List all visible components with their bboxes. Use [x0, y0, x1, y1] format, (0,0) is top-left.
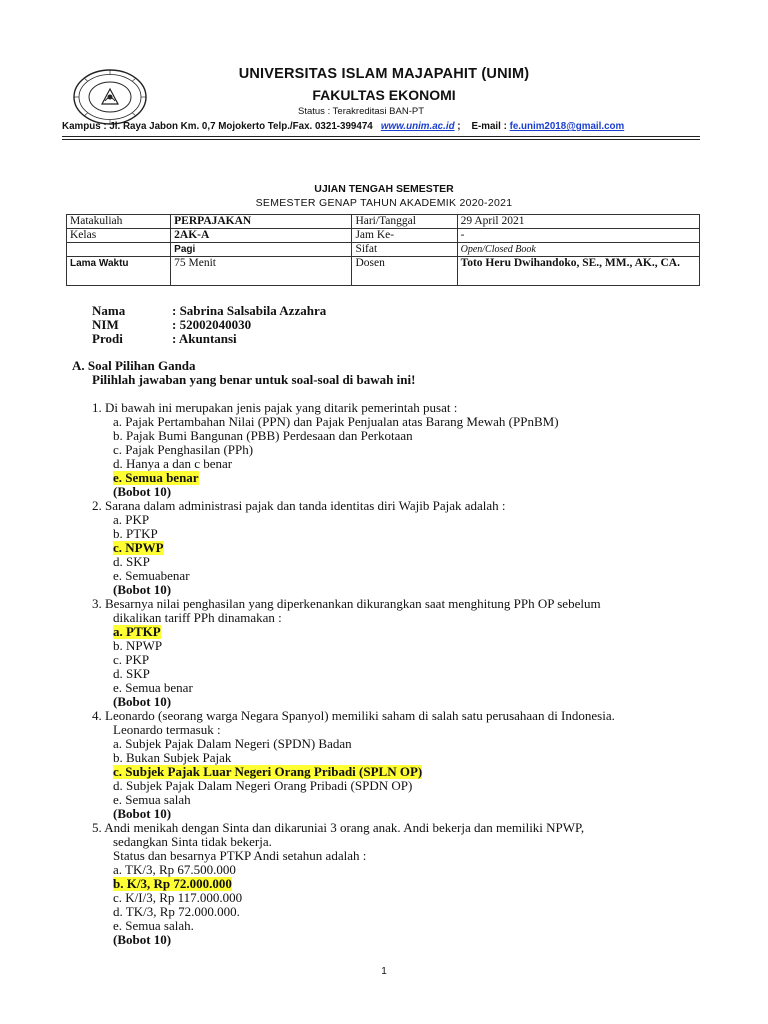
q2-option-a: a. PKP: [113, 512, 150, 527]
nim-value: : 52002040030: [172, 317, 252, 332]
q2-option-b: b. PTKP: [113, 526, 158, 541]
table-cell: [67, 243, 171, 257]
table-cell: Dosen: [352, 257, 457, 286]
exam-title: UJIAN TENGAH SEMESTER: [314, 183, 454, 195]
table-row: [67, 229, 700, 243]
q1-option-b: b. Pajak Bumi Bangunan (PBB) Perdesaan dan Perkotaan: [113, 428, 413, 443]
q5-option-a: a. TK/3, Rp 67.500.000: [113, 862, 236, 877]
table-row: [67, 257, 700, 286]
prodi-value: : Akuntansi: [172, 331, 237, 346]
page-number: 1: [381, 966, 387, 977]
course-info-table: [66, 214, 700, 286]
question-3-text: 3. Besarnya nilai penghasilan yang diperkenankan dikurangkan saat menghitung PPh OP sebelum: [92, 596, 601, 611]
question-5-text: 5. Andi menikah dengan Sinta dan dikaruniai 3 orang anak. Andi bekerja dan memiliki NPWP,: [92, 820, 585, 835]
table-cell: 2AK-A: [171, 229, 352, 243]
section-instruction: Pilihlah jawaban yang benar untuk soal-soal di bawah ini!: [92, 372, 416, 387]
table-cell: Open/Closed Book: [457, 243, 699, 257]
university-name: UNIVERSITAS ISLAM MAJAPAHIT (UNIM): [238, 66, 530, 82]
q5-bobot: (Bobot 10): [113, 932, 172, 947]
table-cell: Pagi: [171, 243, 352, 257]
accreditation-status: Status : Terakreditasi BAN-PT: [298, 106, 425, 117]
table-cell: Jam Ke-: [352, 229, 457, 243]
q1-option-e-answer: e. Semua benar: [113, 470, 199, 485]
email-label: E-mail :: [471, 121, 507, 132]
table-cell: Hari/Tanggal: [352, 215, 457, 229]
question-4-text: 4. Leonardo (seorang warga Negara Spanyol) memiliki saham di salah satu perusahaan di Indonesia.: [92, 708, 615, 723]
faculty-name: FAKULTAS EKONOMI: [312, 87, 456, 103]
exam-subtitle: SEMESTER GENAP TAHUN AKADEMIK 2020-2021: [255, 197, 513, 209]
question-2-text: 2. Sarana dalam administrasi pajak dan tanda identitas diri Wajib Pajak adalah :: [92, 498, 506, 513]
table-cell: Sifat: [352, 243, 457, 257]
question-5-text-cont: sedangkan Sinta tidak bekerja.: [113, 834, 272, 849]
q3-option-e: e. Semua benar: [113, 680, 193, 695]
q3-option-a-answer: a. PTKP: [113, 624, 161, 639]
q3-option-b: b. NPWP: [113, 638, 163, 653]
q3-option-d: d. SKP: [113, 666, 150, 681]
table-cell: Matakuliah: [67, 215, 171, 229]
contact-line: [62, 121, 702, 132]
table-cell: Toto Heru Dwihandoko, SE., MM., AK., CA.: [457, 257, 699, 286]
table-cell: 29 April 2021: [457, 215, 699, 229]
website-link[interactable]: www.unim.ac.id: [380, 121, 455, 132]
table-cell: Kelas: [67, 229, 171, 243]
q1-option-c: c. Pajak Penghasilan (PPh): [113, 442, 254, 457]
q3-bobot: (Bobot 10): [113, 694, 172, 709]
table-cell: -: [457, 229, 699, 243]
table-cell: Lama Waktu: [67, 257, 171, 286]
q4-option-a: a. Subjek Pajak Dalam Negeri (SPDN) Badan: [113, 736, 352, 751]
name-label: Nama: [92, 303, 126, 318]
q5-option-b-answer: b. K/3, Rp 72.000.000: [113, 876, 232, 891]
table-row: [67, 243, 700, 257]
q2-option-c-answer: c. NPWP: [113, 540, 164, 555]
section-heading: A. Soal Pilihan Ganda: [72, 358, 196, 373]
q4-option-e: e. Semua salah: [113, 792, 191, 807]
table-cell: PERPAJAKAN: [171, 215, 352, 229]
email-link[interactable]: fe.unim2018@gmail.com: [509, 121, 625, 132]
q4-option-c-answer: c. Subjek Pajak Luar Negeri Orang Pribadi (SPLN OP): [113, 764, 423, 779]
table-cell: 75 Menit: [171, 257, 352, 286]
q2-bobot: (Bobot 10): [113, 582, 172, 597]
q4-option-b: b. Bukan Subjek Pajak: [113, 750, 232, 765]
question-3-text-cont: dikalikan tariff PPh dinamakan :: [113, 610, 282, 625]
q5-option-e: e. Semua salah.: [113, 918, 194, 933]
q5-option-d: d. TK/3, Rp 72.000.000.: [113, 904, 240, 919]
q1-option-a: a. Pajak Pertambahan Nilai (PPN) dan Pajak Penjualan atas Barang Mewah (PPnBM): [113, 414, 559, 429]
q3-option-c: c. PKP: [113, 652, 150, 667]
q2-option-e: e. Semuabenar: [113, 568, 190, 583]
q2-option-d: d. SKP: [113, 554, 150, 569]
header-divider-thin: [62, 139, 700, 140]
q5-option-c: c. K/I/3, Rp 117.000.000: [113, 890, 243, 905]
q4-option-d: d. Subjek Pajak Dalam Negeri Orang Pribadi (SPDN OP): [113, 778, 413, 793]
q1-option-d: d. Hanya a dan c benar: [113, 456, 233, 471]
name-value: : Sabrina Salsabila Azzahra: [172, 303, 327, 318]
separator: ;: [457, 121, 461, 132]
nim-label: NIM: [92, 317, 119, 332]
campus-address: Kampus : Jl. Raya Jabon Km. 0,7 Mojokerto Telp./Fax. 0321-399474: [62, 121, 373, 132]
question-1-text: 1. Di bawah ini merupakan jenis pajak yang ditarik pemerintah pusat :: [92, 400, 458, 415]
header-divider: [62, 136, 700, 137]
q4-bobot: (Bobot 10): [113, 806, 172, 821]
table-row: [67, 215, 700, 229]
question-5-text-cont2: Status dan besarnya PTKP Andi setahun adalah :: [113, 848, 367, 863]
question-4-text-cont: Leonardo termasuk :: [113, 722, 221, 737]
prodi-label: Prodi: [92, 331, 123, 346]
q1-bobot: (Bobot 10): [113, 484, 172, 499]
